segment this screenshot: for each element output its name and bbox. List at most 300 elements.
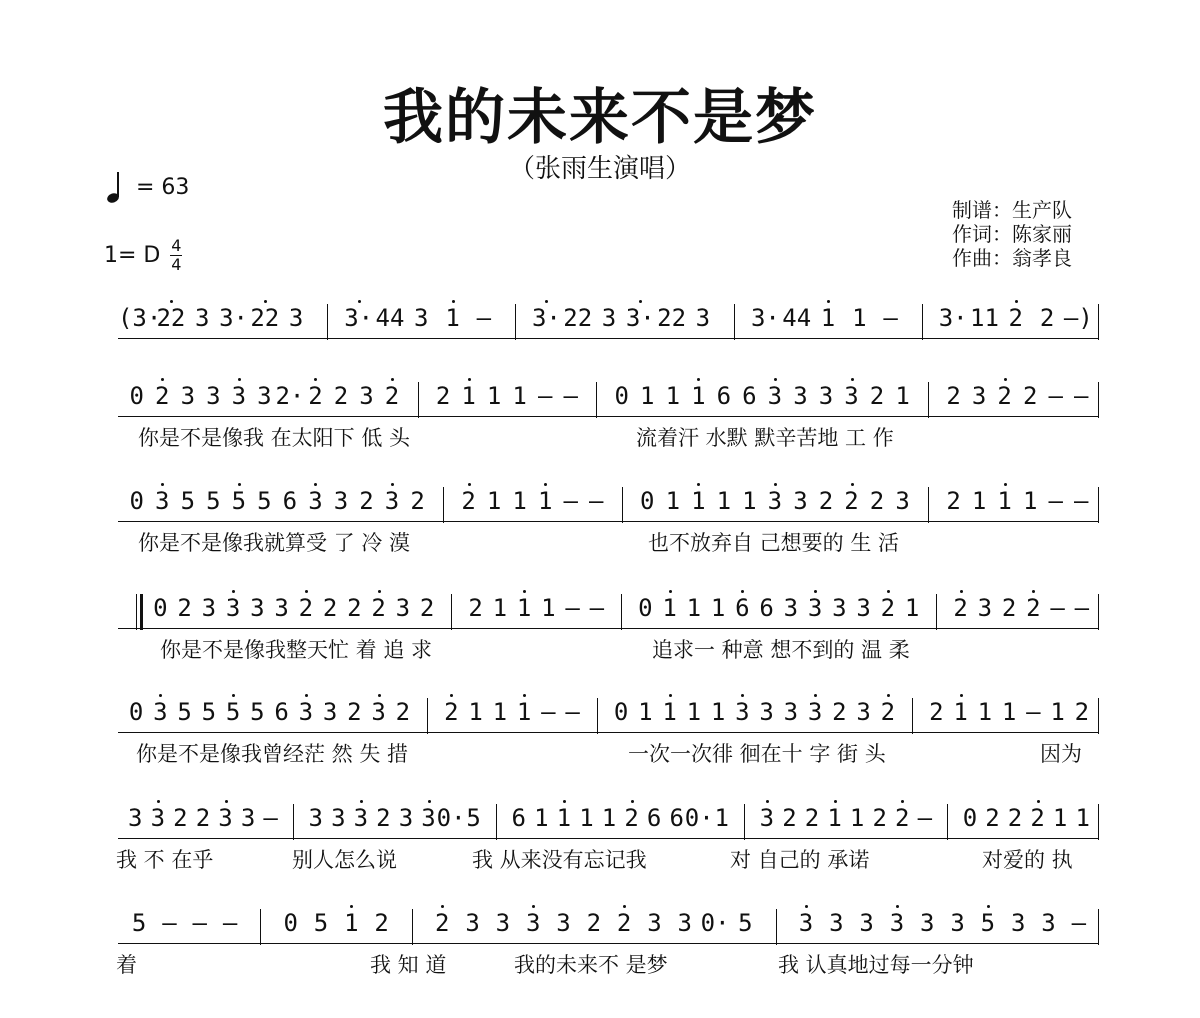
score-note: 3	[150, 804, 166, 832]
lyric-phrase: 我 认真地过每一分钟	[778, 953, 974, 977]
score-note: 44	[375, 304, 405, 332]
lyric-phrase: 对爱的 执	[982, 848, 1073, 872]
barline	[1098, 304, 1099, 340]
score-note: 1	[665, 382, 681, 410]
octave-dot	[170, 300, 173, 303]
octave-dot	[631, 800, 634, 803]
score-note: 3	[920, 909, 935, 937]
score-note: —	[541, 698, 556, 726]
score-note: 1	[710, 698, 726, 726]
octave-dot	[452, 300, 455, 303]
score-note: 3·	[750, 304, 780, 332]
score-note: 3	[793, 382, 808, 410]
score-note: 1	[534, 804, 549, 832]
score-note: 3	[525, 909, 541, 937]
score-note: —	[589, 487, 604, 515]
beam-underline	[118, 521, 1098, 522]
score-note: —	[563, 487, 578, 515]
octave-dot	[669, 590, 672, 593]
score-note: 5	[257, 487, 272, 515]
score-note: 1	[579, 804, 594, 832]
octave-dot	[639, 300, 642, 303]
score-note: 2	[985, 804, 1000, 832]
score-note: 3	[829, 909, 844, 937]
score-note: 1	[1001, 698, 1017, 726]
score-note: 2	[195, 804, 211, 832]
octave-dot	[697, 483, 700, 486]
beam-underline	[118, 838, 1098, 839]
score-note: 1	[492, 698, 508, 726]
score-note: 2	[374, 909, 389, 937]
lyric-phrase: 流着汗 水默 默辛苦地 工 作	[636, 426, 894, 450]
score-note: —	[1071, 909, 1087, 937]
barline	[596, 382, 597, 418]
score-note: 1	[714, 804, 730, 832]
score-note: 3	[201, 594, 217, 622]
barline	[496, 804, 497, 840]
score-note: 2	[1074, 698, 1090, 726]
score-note: 3·	[531, 304, 561, 332]
barline	[621, 594, 622, 630]
score-note: 1	[512, 382, 527, 410]
octave-dot	[305, 590, 308, 593]
lyric-phrase: 对 自己的 承诺	[730, 848, 870, 872]
score-note: 3	[818, 382, 834, 410]
score-note: 3	[1010, 909, 1026, 937]
barline	[776, 909, 777, 945]
score-note: 44	[782, 304, 812, 332]
barline	[928, 382, 929, 418]
score-note: 3	[384, 487, 400, 515]
score-note: 3	[274, 594, 289, 622]
octave-dot	[741, 590, 744, 593]
score-note: 3	[180, 382, 196, 410]
score-note: 3	[1041, 909, 1056, 937]
barline	[1098, 594, 1099, 630]
score-note: 1	[820, 304, 836, 332]
score-note: 3	[767, 382, 783, 410]
score-note: 1	[556, 804, 572, 832]
score-note: 3	[206, 382, 221, 410]
score-note: 3	[194, 304, 210, 332]
lyric-phrase: 别人怎么说	[292, 848, 397, 872]
score-note: 2	[997, 382, 1012, 410]
score-note: 0	[283, 909, 298, 937]
score-note: 1	[686, 594, 702, 622]
score-note: 0	[614, 382, 629, 410]
octave-dot	[523, 590, 526, 593]
octave-dot	[378, 590, 381, 593]
score-note: —	[162, 909, 177, 937]
score-note: 5	[225, 698, 241, 726]
score-note: 2	[946, 382, 961, 410]
barline	[1098, 698, 1099, 734]
score-note: 3	[759, 804, 775, 832]
score-note: 3	[735, 698, 750, 726]
score-note: 11	[970, 304, 999, 332]
credit-lyricist: 作词：陈家丽	[952, 222, 1072, 246]
lyric-phrase: 一次一次徘 徊在十 字 街 头	[628, 742, 886, 766]
beam-underline	[118, 943, 1098, 944]
score-note: 3·	[938, 304, 968, 332]
score-note: 3	[218, 804, 233, 832]
score-note: 0·	[684, 804, 714, 832]
octave-dot	[161, 483, 164, 486]
barline	[418, 382, 419, 418]
score-note: 5	[131, 909, 147, 937]
score-note: 22	[250, 304, 280, 332]
score-note: 2	[1001, 594, 1017, 622]
score-note: 3	[414, 304, 429, 332]
octave-dot	[960, 590, 963, 593]
score-note: 1	[640, 382, 655, 410]
score-note: 2	[177, 594, 192, 622]
score-note: 5	[177, 698, 192, 726]
octave-dot	[232, 590, 235, 593]
score-note: 1	[852, 304, 867, 332]
time-signature-top: 4	[171, 236, 182, 255]
score-note: 2	[435, 909, 450, 937]
score-note: 3	[353, 804, 369, 832]
score-note: 3	[308, 487, 323, 515]
score-note: 1	[716, 487, 732, 515]
song-title: 我的未来不是梦	[383, 83, 817, 153]
score-note: 6	[511, 804, 526, 832]
score-note: —	[263, 804, 278, 832]
score-note: 2	[804, 804, 820, 832]
octave-dot	[305, 694, 308, 697]
score-note: 2	[298, 594, 314, 622]
score-note: 0	[962, 804, 978, 832]
score-note: 2	[880, 698, 896, 726]
score-note: 3	[421, 804, 436, 832]
barline	[1098, 382, 1099, 418]
score-note: 2	[435, 382, 451, 410]
score-note: 3	[807, 594, 823, 622]
score-note: 2	[371, 594, 386, 622]
score-note: 2	[832, 698, 847, 726]
score-note: 3	[395, 594, 411, 622]
score-note: 1	[541, 594, 556, 622]
quarter-note-icon	[106, 170, 122, 204]
score-note: —	[563, 382, 578, 410]
score-note: 1	[516, 698, 532, 726]
octave-dot	[805, 905, 808, 908]
beam-underline	[118, 628, 1098, 629]
score-note: 22	[563, 304, 593, 332]
beam-underline	[118, 732, 1098, 733]
score-note: 3·	[219, 304, 248, 332]
score-note: 5	[231, 487, 247, 515]
octave-dot	[1015, 300, 1018, 303]
barline	[928, 487, 929, 523]
score-note: 2	[844, 487, 859, 515]
score-note: 2	[818, 487, 834, 515]
score-note: 1	[516, 594, 532, 622]
score-note: 6	[716, 382, 732, 410]
tempo-value: = 63	[136, 174, 190, 200]
octave-dot	[391, 483, 394, 486]
score-note: 1	[686, 698, 702, 726]
score-note: 2	[410, 487, 425, 515]
time-signature	[170, 238, 182, 273]
barline	[293, 804, 294, 840]
octave-dot	[450, 694, 453, 697]
octave-dot	[441, 905, 444, 908]
barline	[427, 698, 428, 734]
score-note: 2	[347, 594, 362, 622]
score-note: 2	[155, 382, 170, 410]
octave-dot	[523, 694, 526, 697]
score-note: 1	[895, 382, 910, 410]
octave-dot	[264, 300, 267, 303]
barline	[1098, 487, 1099, 523]
barline	[140, 594, 143, 630]
octave-dot	[887, 590, 890, 593]
score-note: —	[589, 594, 605, 622]
score-note: 1	[461, 382, 476, 410]
octave-dot	[987, 905, 990, 908]
score-note: 0	[153, 594, 168, 622]
score-note: 3	[298, 698, 314, 726]
octave-dot	[887, 694, 890, 697]
score-note: 3	[832, 594, 847, 622]
score-note: 3	[601, 304, 617, 332]
score-note: 1	[662, 698, 677, 726]
octave-dot	[851, 378, 854, 381]
score-note: 3	[783, 594, 799, 622]
octave-dot	[1004, 378, 1007, 381]
score-note: 1	[492, 594, 508, 622]
score-note: 1	[997, 487, 1012, 515]
score-note: 5	[206, 487, 221, 515]
score-note: 1	[691, 382, 706, 410]
lyric-phrase: 着	[116, 953, 137, 977]
lyric-phrase: 我的未来不 是梦	[514, 953, 668, 977]
score-note: 22	[657, 304, 687, 332]
score-note: 3	[977, 594, 993, 622]
barline	[597, 698, 598, 734]
score-note: 2	[869, 487, 885, 515]
score-note: —	[1050, 594, 1065, 622]
score-note: 1	[1050, 698, 1065, 726]
score-note: 0	[640, 487, 655, 515]
lyric-phrase: 你是不是像我整天忙 着 追 求	[160, 638, 433, 662]
barline	[622, 487, 623, 523]
score-note: 2	[1007, 804, 1023, 832]
score-note: 3	[250, 594, 265, 622]
score-note: —	[192, 909, 208, 937]
barline	[922, 304, 923, 340]
score-note: 2	[880, 594, 896, 622]
score-note: 0·	[436, 804, 466, 832]
score-note: 3·	[344, 304, 374, 332]
score-note: 2	[419, 594, 435, 622]
score-note: 2	[1008, 304, 1023, 332]
octave-dot	[814, 590, 817, 593]
notes-row	[0, 300, 1200, 360]
octave-dot	[378, 694, 381, 697]
score-note: 1	[904, 594, 920, 622]
score-note: 2	[946, 487, 961, 515]
barline	[327, 304, 328, 340]
score-note: 3	[331, 804, 346, 832]
octave-dot	[314, 378, 317, 381]
score-note: —	[883, 304, 898, 332]
lyric-phrase: 你是不是像我就算受 了 冷 漠	[138, 531, 411, 555]
beam-underline	[118, 338, 1098, 339]
score-note: 1	[344, 909, 359, 937]
score-note: 1	[1022, 487, 1038, 515]
octave-dot	[238, 483, 241, 486]
score-note: 1	[662, 594, 677, 622]
score-note: 3	[225, 594, 241, 622]
score-note: 6	[735, 594, 750, 622]
barline	[412, 909, 413, 945]
score-note: 3	[128, 804, 143, 832]
octave-dot	[1032, 590, 1035, 593]
score-note: 2	[1030, 804, 1045, 832]
score-note: 2	[929, 698, 944, 726]
time-signature-bottom: 4	[171, 255, 182, 274]
octave-dot	[563, 800, 566, 803]
barline	[443, 487, 444, 523]
octave-dot	[532, 905, 535, 908]
score-note: 3	[398, 804, 414, 832]
score-note: 3	[971, 382, 987, 410]
score-note: 3	[677, 909, 693, 937]
score-note: 1	[742, 487, 757, 515]
score-note: 2	[308, 382, 323, 410]
score-note: 6	[669, 804, 684, 832]
score-note: (3·	[117, 304, 162, 332]
score-note: 1	[953, 698, 968, 726]
score-note: 6	[274, 698, 289, 726]
barline	[136, 594, 137, 630]
score-note: 3	[556, 909, 571, 937]
score-note: 1	[691, 487, 706, 515]
key-signature	[104, 238, 182, 273]
barline	[744, 804, 745, 840]
score-note: 3	[783, 698, 799, 726]
octave-dot	[225, 800, 228, 803]
octave-dot	[827, 300, 830, 303]
score-note: 2	[586, 909, 602, 937]
lyric-phrase: 我 不 在乎	[116, 848, 214, 872]
barline	[451, 594, 452, 630]
score-note: —	[476, 304, 492, 332]
lyric-phrase: 我 知 道	[370, 953, 447, 977]
score-note: 6	[759, 594, 774, 622]
octave-dot	[741, 694, 744, 697]
octave-dot	[161, 378, 164, 381]
octave-dot	[814, 694, 817, 697]
score-note: 1	[1052, 804, 1068, 832]
score-note: 5	[180, 487, 196, 515]
score-note: —	[565, 698, 580, 726]
score-note: 3	[257, 382, 272, 410]
octave-dot	[901, 800, 904, 803]
score-note: —)	[1063, 304, 1093, 332]
score-note: 5	[201, 698, 217, 726]
score-note: 2	[376, 804, 391, 832]
score-note: 1	[468, 698, 483, 726]
octave-dot	[545, 300, 548, 303]
octave-dot	[350, 905, 353, 908]
score-note: —	[1048, 382, 1063, 410]
score-note: 3	[359, 382, 374, 410]
score-note: 3	[950, 909, 965, 937]
score-note: 2	[869, 382, 885, 410]
score-note: 1	[638, 698, 653, 726]
score-note: 2·	[275, 382, 305, 410]
score-note: 3	[288, 304, 304, 332]
score-note: 3·	[625, 304, 655, 332]
score-note: 1	[971, 487, 987, 515]
score-note: 1	[977, 698, 993, 726]
octave-dot	[774, 378, 777, 381]
octave-dot	[468, 378, 471, 381]
score-note: 1	[1075, 804, 1090, 832]
score-note: 2	[461, 487, 476, 515]
lyric-phrase: 追求一 种意 想不到的 温 柔	[652, 638, 910, 662]
octave-dot	[697, 378, 700, 381]
score-note: 3	[240, 804, 256, 832]
score-note: 0	[128, 698, 144, 726]
score-note: 3	[759, 698, 774, 726]
score-note: 3	[231, 382, 247, 410]
lyric-phrase: 你是不是像我曾经茫 然 失 措	[136, 742, 409, 766]
score-note: 0	[129, 487, 144, 515]
score-note: —	[1074, 487, 1089, 515]
octave-dot	[468, 483, 471, 486]
octave-dot	[1037, 800, 1040, 803]
score-note: 2	[872, 804, 887, 832]
octave-dot	[834, 800, 837, 803]
score-note: —	[222, 909, 238, 937]
score-note: 2	[468, 594, 483, 622]
score-note: 1	[445, 304, 460, 332]
score-note: 1	[827, 804, 842, 832]
octave-dot	[391, 378, 394, 381]
credit-composer: 作曲：翁孝良	[952, 246, 1072, 270]
score-note: 0	[638, 594, 653, 622]
score-note: 3	[333, 487, 349, 515]
barline	[260, 909, 261, 945]
octave-dot	[544, 483, 547, 486]
tempo-marking	[106, 170, 189, 204]
score-note: 2	[359, 487, 374, 515]
score-note: 6	[742, 382, 757, 410]
score-note: 6	[646, 804, 662, 832]
score-note: 3	[856, 594, 871, 622]
score-note: 2	[782, 804, 797, 832]
score-note: 1	[849, 804, 865, 832]
barline	[734, 304, 735, 340]
lyric-phrase: 你是不是像我 在太阳下 低 头	[138, 426, 411, 450]
score-note: —	[1074, 594, 1090, 622]
score-note: 0	[613, 698, 629, 726]
octave-dot	[669, 694, 672, 697]
score-note: 3	[647, 909, 662, 937]
score-note: 3	[793, 487, 808, 515]
barline	[912, 698, 913, 734]
score-note: 3	[889, 909, 905, 937]
score-note: 0·	[700, 909, 730, 937]
score-note: 3	[859, 909, 874, 937]
beam-underline	[118, 416, 1098, 417]
score-note: 2	[444, 698, 459, 726]
